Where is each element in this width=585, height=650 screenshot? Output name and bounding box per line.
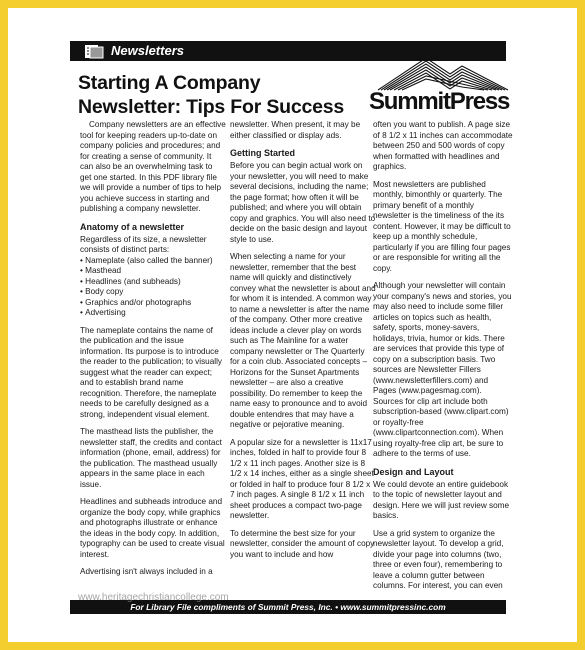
list-item: • Nameplate (also called the banner): [80, 256, 226, 267]
masthead-paragraph: The masthead lists the publisher, the newsletter staff, the credits and contact information (phone, email, address) for the publication. The masthead usually appears in the same place in each issue.: [80, 427, 222, 489]
advertising-paragraph: Advertising isn't always included in a: [80, 567, 213, 576]
watermark-text: www.heritagechristiancollege.com: [78, 592, 229, 603]
page-title: [78, 71, 344, 119]
anatomy-list: [80, 256, 226, 319]
frequency-paragraph: Most newsletters are published monthly, bimonthly or quarterly. The primary benefit of a monthly newsletter is the timeliness of the its content. However, it may be difficult to keep up a monthly schedule, particularly if you are filling four pages or are responsible for writing all the copy.: [373, 179, 511, 273]
list-item: • Masthead: [80, 266, 226, 277]
list-item: • Headlines (and subheads): [80, 277, 226, 288]
fillers-paragraph: Although your newsletter will contain your company's news and stories, you may also need to include some filler articles on topics such as health, safety, sports, money-savers, holidays, trivia, humor or kids. There are services that provide this type of copy on a subscription basis. Two sources are Newsletter Fillers (www.newsletterfillers.com) and Pages (www.pagesmag.com). Sources for clip art include both subscription-based (www.clipart.com) or royalty-free (www.clipartconnection.com). When using royalty-free clip art, be sure to adhere to the terms of use.: [373, 281, 512, 458]
best-size-paragraph: To determine the best size for your newsletter, consider the amount of copy you want to include and how: [230, 528, 375, 559]
anatomy-intro: Regardless of its size, a newsletter consists of distinct parts:: [80, 234, 207, 254]
design-heading: Design and Layout: [373, 466, 454, 477]
newsletter-icon: [84, 44, 104, 59]
column-2: [230, 120, 376, 567]
design-paragraph: We could devote an entire guidebook to the topic of newsletter layout and design. Here we will just review some basics.: [373, 479, 510, 520]
getting-started-heading: Getting Started: [230, 148, 296, 158]
continued-paragraph: often you want to publish. A page size of 8 1/2 x 11 inches can accommodate between 250 and 500 words of copy when formatted with headlines and graphics.: [373, 120, 513, 171]
title-line-1: Starting A Company: [78, 72, 261, 94]
title-line-2: Newsletter: Tips For Success: [78, 96, 345, 118]
naming-paragraph: When selecting a name for your newsletter, remember that the best name will quickly and distinctively convey what the newsletter is about and for whom it is intended. A common way to name a newsletter is after the name of the company. Other more creative ideas include a clever play on words such as The Mainline for a water company newsletter or The Quarterly for a coin club. Associated concepts – Horizons for the Sunset Apartments newsletter – are also a creative possibility. Do remember to keep the name easy to pronounce and to avoid double entendres that may have a negative or pejorative meaning.: [230, 252, 376, 429]
list-item: • Body copy: [80, 287, 226, 298]
list-item: • Graphics and/or photographs: [80, 298, 226, 309]
column-1: [80, 120, 226, 585]
nameplate-paragraph: The nameplate contains the name of the publication and the issue information. Its purpose is to introduce the reader to the publication; to visually suggest what the reader can expect; and to establish brand name recognition. Therefore, the nameplate needs to be carefully designed as a strong, independent visual element.: [80, 325, 223, 419]
summit-press-logo-text: SummitPress: [369, 88, 510, 115]
size-paragraph: A popular size for a newsletter is 11x17 inches, folded in half to provide four 8 1/2 x 11 inch pages. Another size is 8 1/2 x 14 inches, either as a single sheet or folded in half to produce four 8 1/2 x 7 inch pages. A single 8 1/2 x 11 inch sheet produces a compact two-page newsletter.: [230, 437, 374, 520]
continued-paragraph: newsletter. When present, it may be either classified or display ads.: [230, 120, 361, 140]
section-label: Newsletters: [111, 43, 184, 58]
footer-text: For Library File compliments of Summit Press, Inc. • www.summitpressinc.com: [130, 602, 446, 612]
document-page: [8, 8, 577, 642]
list-item: • Advertising: [80, 308, 226, 319]
anatomy-heading: Anatomy of a newsletter: [80, 221, 185, 232]
headlines-paragraph: Headlines and subheads introduce and organize the body copy, while graphics and photographs illustrate or enhance the ideas in the body copy. In addition, typography can be used to create visual interest.: [80, 497, 225, 559]
intro-paragraph: Company newsletters are an effective tool for keeping readers up-to-date on company policies and procedures; and for creating a sense of community. It can also be an overwhelming task to get one started. In this PDF library file we will provide a number of tips to help you achieve success in starting and publishing a company newsletter.: [80, 120, 226, 213]
column-3: [373, 120, 513, 599]
getting-started-paragraph: Before you can begin actual work on your newsletter, you will need to make several decisions, including the name; the page format; how often it will be published; and where you will obtain copy and graphics. You will also need to decide on the basic design and layout style to use.: [230, 161, 376, 244]
grid-paragraph: Use a grid system to organize the newsletter layout. To develop a grid, divide your page into columns (two, three or even four), remembering to leave a column gutter between columns. For interest, you can even: [373, 528, 504, 590]
